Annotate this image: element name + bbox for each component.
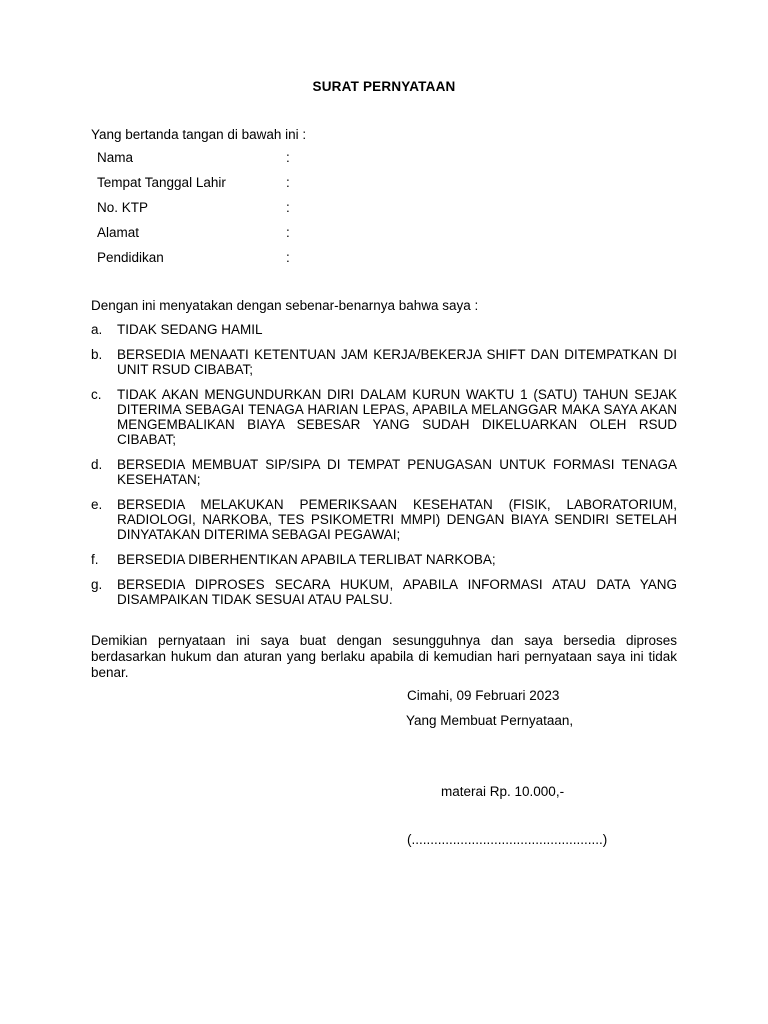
list-item — [91, 322, 677, 337]
list-item-text: BERSEDIA DIBERHENTIKAN APABILA TERLIBAT NARKOBA; — [117, 552, 496, 567]
field-row-ktp — [97, 200, 397, 225]
statement-list — [91, 322, 677, 617]
list-item-letter: a. — [91, 322, 103, 337]
field-row-nama — [97, 150, 397, 175]
field-colon: : — [286, 250, 290, 265]
list-item — [91, 387, 677, 447]
list-item-letter: b. — [91, 347, 103, 362]
list-item-letter: f. — [91, 552, 99, 567]
statement-text: Dengan ini menyatakan dengan sebenar-benarnya bahwa saya : — [91, 298, 479, 313]
field-colon: : — [286, 150, 290, 165]
field-label: Alamat — [97, 225, 140, 240]
document-title: SURAT PERNYATAAN — [312, 79, 456, 94]
list-item — [91, 577, 677, 607]
field-colon: : — [286, 200, 290, 215]
list-item — [91, 497, 677, 542]
field-label: No. KTP — [97, 200, 149, 215]
materai-stamp-label: materai Rp. 10.000,- — [441, 784, 565, 799]
field-colon: : — [286, 225, 290, 240]
list-item-text: BERSEDIA MENAATI KETENTUAN JAM KERJA/BEKERJA SHIFT DAN DITEMPATKAN DI UNIT RSUD CIBABAT; — [117, 347, 677, 377]
field-row-ttl — [97, 175, 397, 200]
field-colon: : — [286, 175, 290, 190]
list-item — [91, 347, 677, 377]
list-item-letter: g. — [91, 577, 103, 592]
intro-text: Yang bertanda tangan di bawah ini : — [91, 127, 307, 142]
maker-label: Yang Membuat Pernyataan, — [406, 713, 574, 728]
field-label: Tempat Tanggal Lahir — [97, 175, 226, 190]
field-row-alamat — [97, 225, 397, 250]
field-label: Nama — [97, 150, 134, 165]
list-item-letter: e. — [91, 497, 103, 512]
list-item-text: BERSEDIA MELAKUKAN PEMERIKSAAN KESEHATAN (FISIK, LABORATORIUM, RADIOLOGI, NARKOBA, TES PSIKOMETRI MMPI) DENGAN BIAYA SENDIRI SETELAH DINYATAKAN DITERIMA SEBAGAI PEGAWAI; — [117, 497, 677, 542]
field-label: Pendidikan — [97, 250, 164, 265]
list-item-letter: c. — [91, 387, 102, 402]
list-item-text: BERSEDIA DIPROSES SECARA HUKUM, APABILA INFORMASI ATAU DATA YANG DISAMPAIKAN TIDAK SESUAI ATAU PALSU. — [117, 577, 677, 607]
list-item-letter: d. — [91, 457, 103, 472]
place-date: Cimahi, 09 Februari 2023 — [407, 688, 560, 703]
list-item-text: TIDAK AKAN MENGUNDURKAN DIRI DALAM KURUN WAKTU 1 (SATU) TAHUN SEJAK DITERIMA SEBAGAI TENAGA HARIAN LEPAS, APABILA MELANGGAR MAKA SAYA AKAN MENGEMBALIKAN BIAYA SEBESAR YANG SUDAH DIKELUARKAN OLEH RSUD CIBABAT; — [117, 387, 677, 447]
signature-line: (...................................................) — [407, 832, 608, 847]
closing-paragraph: Demikian pernyataan ini saya buat dengan sesungguhnya dan saya bersedia diproses berdasarkan hukum dan aturan yang berlaku apabila di kemudian hari pernyataan saya ini tidak benar. — [91, 633, 677, 680]
field-row-pendidikan — [97, 250, 397, 275]
list-item-text: TIDAK SEDANG HAMIL — [117, 322, 263, 337]
list-item — [91, 457, 677, 487]
list-item — [91, 552, 677, 567]
list-item-text: BERSEDIA MEMBUAT SIP/SIPA DI TEMPAT PENUGASAN UNTUK FORMASI TENAGA KESEHATAN; — [117, 457, 677, 487]
identity-fields — [97, 150, 397, 275]
